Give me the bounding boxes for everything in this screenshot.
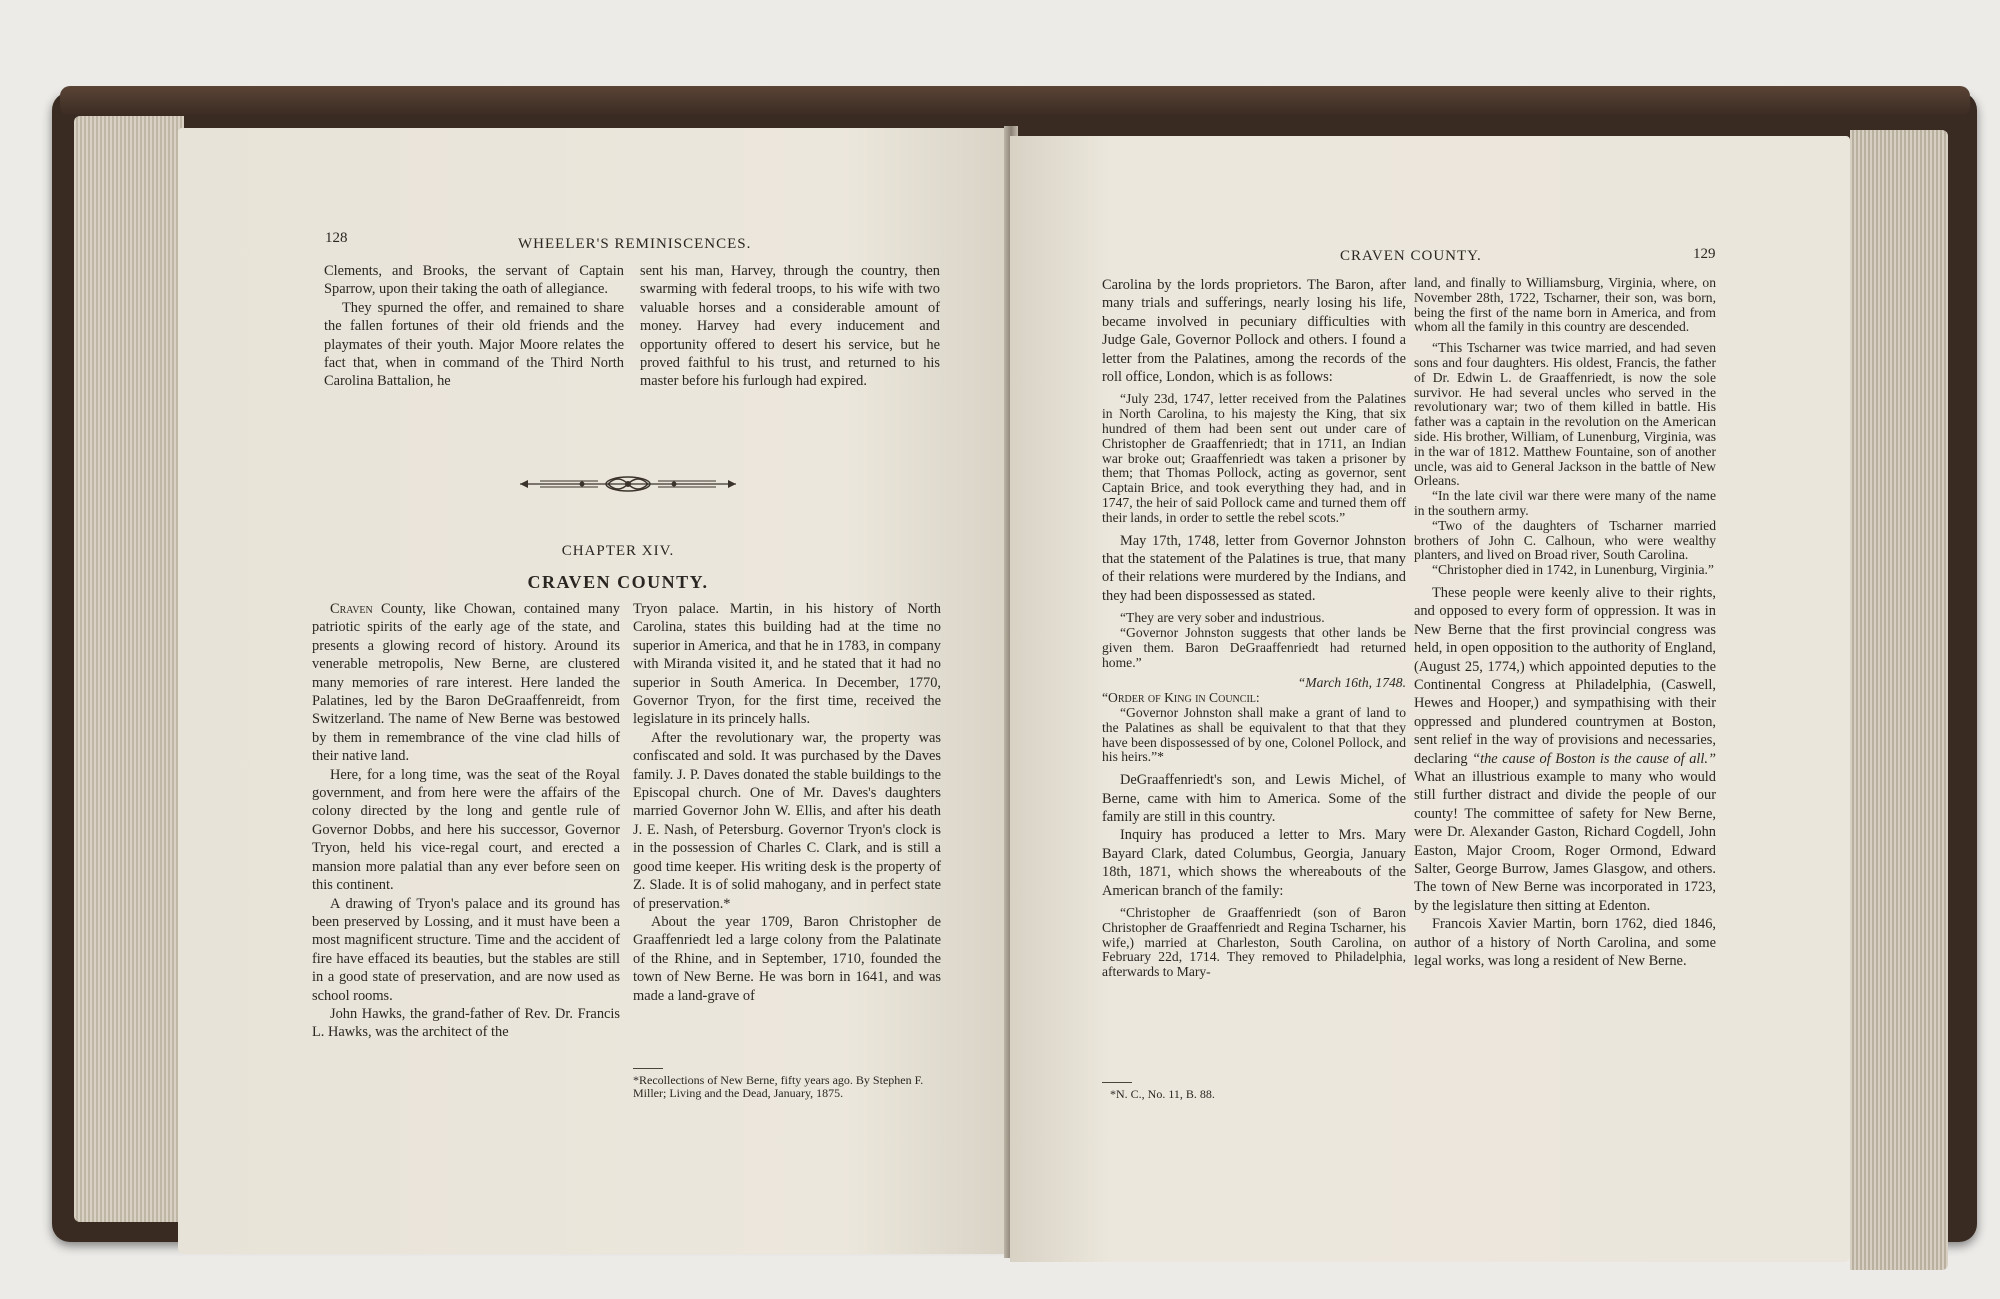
footnote-left: *Recollections of New Berne, fifty years ago. By Stephen F. Miller; Living and the Dead, January, 1875. <box>633 1073 924 1100</box>
italic-quote: “the cause of Boston is the cause of all.” <box>1472 750 1716 767</box>
paragraph: They spurned the offer, and remained to share the fallen fortunes of their old friends and the playmates of their youth. Major Moore relates the fact that, when in command of the Third North Carolina Battalion, he <box>324 299 624 390</box>
paragraph: May 17th, 1748, letter from Governor Johnston that the statement of the Palatines is true, that many of their relations were murdered by the Indians, and they had been dispossessed as stated. <box>1102 532 1406 604</box>
block-quote: “Christopher de Graaffenriedt (son of Baron Christopher de Graaffenriedt and Regina Tscharner, his wife,) married at Charleston, South Carolina, on February 22d, 1714. They removed to Philadelphia, afterwards to Mary- <box>1102 905 1406 980</box>
footnote-right: *N. C., No. 11, B. 88. <box>1110 1087 1215 1101</box>
page-number-left: 128 <box>325 230 348 246</box>
block-quote: land, and finally to Williamsburg, Virginia, where, on November 28th, 1722, Tscharner, their son, was born, being the first of the name born in America, and from whom all the family in this country are descended. <box>1414 275 1716 335</box>
block-quote: “Christopher died in 1742, in Lunenburg, Virginia.” <box>1432 562 1714 578</box>
block-quote: “Two of the daughters of Tscharner married brothers of John C. Calhoun, who were wealthy planters, and lived on Broad river, South Carolina. <box>1414 517 1716 563</box>
left-top-column-1 <box>324 262 624 391</box>
page-number-right: 129 <box>1693 246 1716 262</box>
paragraph: About the year 1709, Baron Christopher de Graaffenriedt led a large colony from the Palatinate of the Rhine, and in September, 1710, founded the town of New Berne. He was born in 1641, and was made a land-grave of <box>633 913 941 1004</box>
block-quote: “In the late civil war there were many of the name in the southern army. <box>1414 488 1716 518</box>
paragraph: Tryon palace. Martin, in his history of North Carolina, states this building had at the time no superior in America, and that he in 1783, in company with Miranda visited it, and he stated that it had no superior in South America. In December, 1770, Governor Tryon, for the first time, received the legislature in its princely halls. <box>633 601 941 728</box>
drop-word: Craven <box>330 601 373 617</box>
running-head-left: WHEELER'S REMINISCENCES. <box>518 236 752 252</box>
paragraph: Inquiry has produced a letter to Mrs. Mary Bayard Clark, dated Columbus, Georgia, January 18th, 1871, which shows the whereabouts of the American branch of the family: <box>1102 827 1406 899</box>
paragraph: DeGraaffenriedt's son, and Lewis Michel, of Berne, came with him to America. Some of the family are still in this country. <box>1102 772 1406 826</box>
left-top-column-2 <box>640 262 940 391</box>
paragraph: These people were keenly alive to their rights, and opposed to every form of oppression. It was in New Berne that the first provincial congress was held, in open opposition to the authority of England, (August 25, 1774,) which appointed deputies to the Continental Congress at Philadelphia, (Caswell, Hewes and Hooper,) and sympathising with their oppressed and plundered countrymen at Boston, sent relief in the way of provisions and necessaries, declaring “the cause of Boston is the cause of all.” What an illustrious example to many who would still further distract and divide the people of our county! The committee of safety for New Berne, were Dr. Alexander Gaston, Richard Cogdell, John Easton, Major Croom, Roger Ormond, Edward Salter, George Burrow, James Glasgow, and others. The town of New Berne was incorporated in 1723, by the legislature then sitting at Edenton. <box>1414 584 1716 914</box>
block-quote: “They are very sober and industrious. <box>1120 610 1325 626</box>
chapter-title: CRAVEN COUNTY. <box>527 572 709 592</box>
paragraph: Here, for a long time, was the seat of the Royal government, and from here were the affairs of the colony directed by the long and gentle rule of Governor Dobbs, and here his successor, Governor Tryon, held his vice-regal court, and erected a mansion more palatial than any ever before seen on this continent. <box>312 766 620 894</box>
right-page <box>1010 136 1850 1262</box>
quote-heading: “Order of King in Council: <box>1102 690 1260 706</box>
page-edges-right <box>1850 130 1948 1270</box>
paragraph: A drawing of Tryon's palace and its ground has been preserved by Lossing, and it must have been a most magnificent structure. Time and the accident of fire have effaced its beauties, but the stables are still in a good state of preservation, and are now used as school rooms. <box>312 895 620 1004</box>
right-column-1 <box>1102 276 1406 986</box>
book-spine <box>60 86 1970 116</box>
left-page <box>178 128 1010 1254</box>
paragraph: Craven County, like Chowan, contained many patriotic spirits of the early age of the state, and presents a glowing record of history. Around its venerable metropolis, New Berne, are clustered many memories of rare interest. Here landed the Palatines, led by the Baron DeGraaffenreidt, from Switzerland. The name of New Berne was bestowed by them in remembrance of the vine clad hills of their native land. <box>312 601 620 765</box>
block-quote: “Governor Johnston shall make a grant of land to the Palatines as shall be equivalent to that that they have been dispossessed of by one, Colonel Pollock, and his heirs.”* <box>1102 705 1406 765</box>
block-quote: “This Tscharner was twice married, and had seven sons and four daughters. His oldest, Francis, the father of Dr. Edwin L. de Graaffenriedt, is now the sole survivor. He had several uncles who served in the revolutionary war; two of them killed in battle. His father was a captain in the revolution on the American side. His brother, William, of Lunenburg, Virginia, was in the war of 1812. Matthew Fountaine, son of another uncle, was aid to General Jackson in the battle of New Orleans. <box>1414 340 1716 489</box>
paragraph: sent his man, Harvey, through the country, then swarming with federal troops, to his wife with two valuable horses and a considerable amount of money. Harvey had every inducement and opportunity offered to desert his service, but he proved faithful to his trust, and returned to his master before his furlough had expired. <box>640 263 940 390</box>
paragraph: After the revolutionary war, the property was confiscated and sold. It was purchased by the Daves family. J. P. Daves donated the stable buildings to the Episcopal church. One of Mr. Daves's daughters married Governor John W. Ellis, and after his death J. E. Nash, of Petersburg. Governor Tryon's clock is in the possession of Charles C. Clark, and is still a good time keeper. His writing desk is the property of Z. Slade. It is of solid mahogany, and in perfect state of preservation.* <box>633 729 941 912</box>
page-edges-left <box>74 116 184 1222</box>
paragraph: Clements, and Brooks, the servant of Captain Sparrow, upon their taking the oath of allegiance. <box>324 263 624 298</box>
block-quote: “July 23d, 1747, letter received from the Palatines in North Carolina, to his majesty the King, that six hundred of them had been sent out under care of Christopher de Graaffenriedt; that in 1711, an Indian war broke out; Graaffenriedt was taken a prisoner by them; that Thomas Pollock, acting as governor, sent Captain Brice, and took everything they had, and in 1747, the heir of said Pollock came and turned them off their lands, in order to settle the rebel scots.” <box>1102 391 1406 525</box>
paragraph: Carolina by the lords proprietors. The Baron, after many trials and sufferings, nearly losing his life, became involved in pecuniary difficulties with Judge Gale, Governor Pollock and others. I found a letter from the Palatines, among the records of the roll office, London, which is as follows: <box>1102 277 1406 386</box>
decorative-ornament <box>520 472 736 496</box>
chapter-number: CHAPTER XIV. <box>561 543 675 559</box>
paragraph: Francois Xavier Martin, born 1762, died 1846, author of a history of North Carolina, and some legal works, was long a resident of New Berne. <box>1414 916 1716 970</box>
left-body-column-2 <box>633 600 941 1005</box>
block-quote: “Governor Johnston suggests that other lands be given them. Baron DeGraaffenriedt had returned home.” <box>1102 625 1406 670</box>
footnote-rule <box>633 1068 663 1069</box>
footnote-rule <box>1102 1082 1132 1083</box>
left-body-column-1 <box>312 600 620 1042</box>
right-column-2 <box>1414 276 1716 970</box>
running-head-right: CRAVEN COUNTY. <box>1340 248 1482 264</box>
paragraph: John Hawks, the grand-father of Rev. Dr. Francis L. Hawks, was the architect of the <box>312 1005 620 1041</box>
quote-date: “March 16th, 1748. <box>1297 675 1406 691</box>
